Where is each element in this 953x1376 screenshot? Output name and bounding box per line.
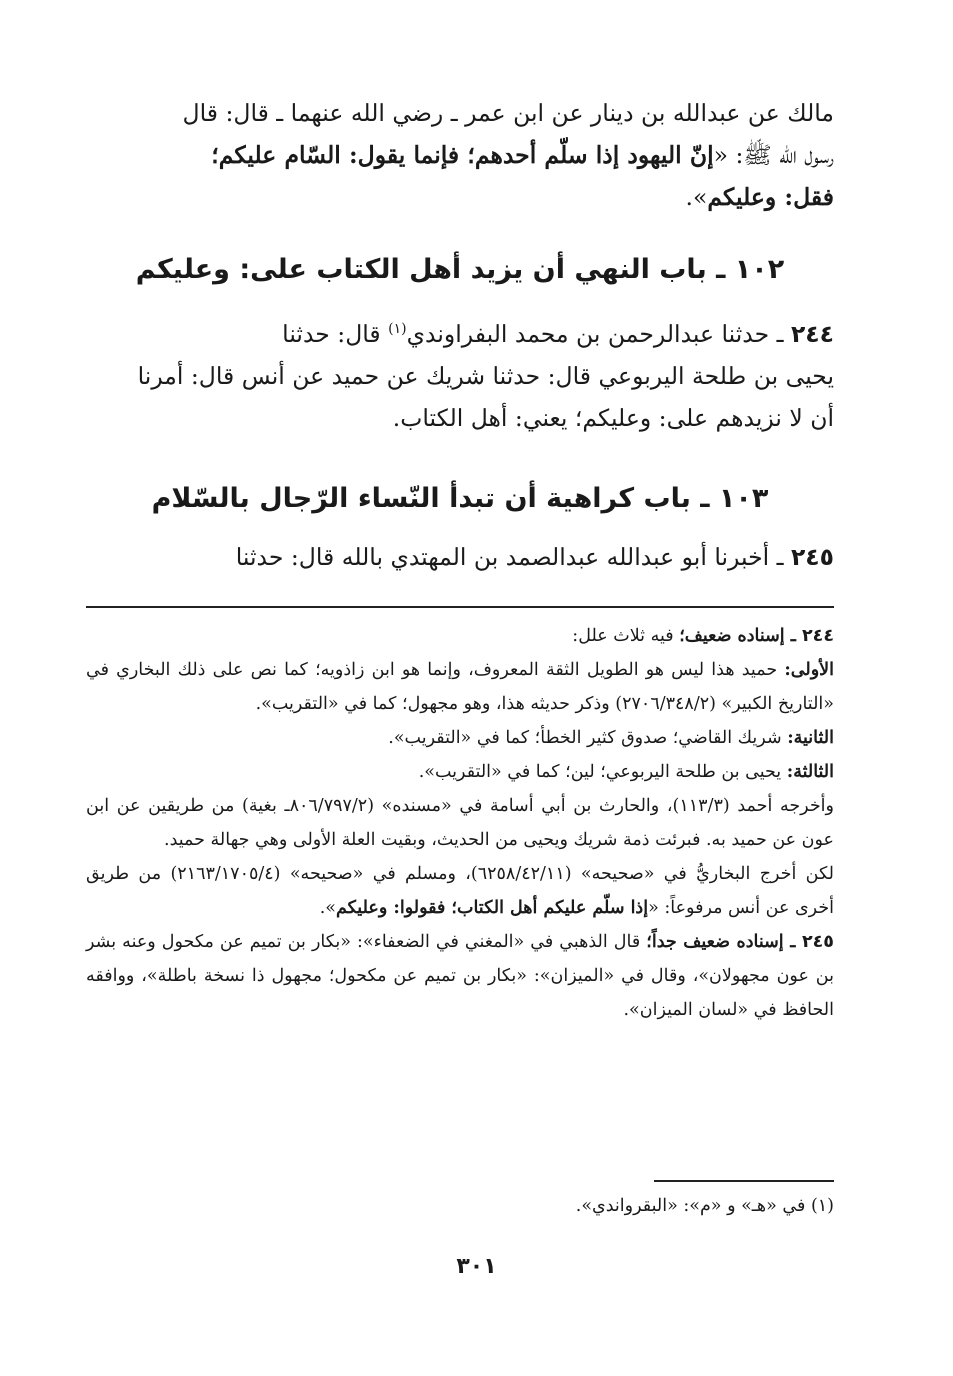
footnote-ref: (١) (388, 321, 407, 337)
page-number: ٣٠١ (456, 1254, 497, 1279)
footnote-separator (654, 1180, 834, 1182)
third-text: يحيى بن طلحة اليربوعي؛ لين؛ كما في «التقريب». (418, 762, 787, 782)
hadith-number: ٢٤٤ (790, 319, 834, 348)
top-paragraph (86, 92, 834, 218)
commentary-third-defect (86, 755, 834, 789)
hadith-number: ٢٤٥ (790, 543, 834, 571)
top-line-3 (86, 176, 834, 218)
first-label: الأولى: (784, 660, 834, 680)
commentary-244-head: ـ إسناده ضعيف؛ (679, 626, 802, 646)
section-103-heading: ١٠٣ ـ باب كراهية أن تبدأ النّساء الرّجال بالسّلام (151, 483, 769, 514)
commentary-244-intro (86, 619, 834, 653)
hadith-245-isnad: ـ أخبرنا أبو عبدالله عبدالصمد بن المهتدي بالله قال: حدثنا (235, 543, 791, 571)
top-line-2-start: رسول الله ﷺ: « (713, 141, 834, 169)
hadith-244-isnad: ـ حدثنا عبدالرحمن بن محمد البفراوندي (406, 319, 791, 348)
top-line-3-end: ». (685, 183, 708, 211)
top-line-1: مالك عن عبدالله بن دينار عن ابن عمر ـ رضي الله عنهما ـ قال: قال (182, 99, 834, 127)
hadith-244-line-1 (86, 308, 834, 355)
hadith-244 (86, 308, 834, 439)
footnote (120, 1196, 834, 1216)
top-line-2-bold: إنّ اليهود إذا سلّم أحدهم؛ فإنما يقول: السّام عليكم؛ (211, 141, 714, 169)
second-label: الثانية: (787, 728, 834, 748)
top-line-3-bold: فقل: وعليكم (707, 183, 834, 211)
first-text: حميد هذا ليس هو الطويل الثقة المعروف، وإنما هو ابن زاذويه؛ كما نص على ذلك البخاري في «التاريخ الكبير» (٢٧٠٦/٣٤٨/٢) وذكر حديثه هذا، وهو مجهول؛ كما في «التقريب». (86, 660, 834, 714)
commentary-244-rest: فيه ثلاث علل: (572, 626, 680, 646)
commentary-first-defect (86, 653, 834, 721)
footnote-marker: (١) (810, 1196, 834, 1216)
hadith-244-isnad-cont: قال: حدثنا (282, 319, 389, 348)
commentary (86, 619, 834, 1027)
second-text: شريك القاضي؛ صدوق كثير الخطأ؛ كما في «التقريب». (388, 728, 788, 748)
commentary-takhrij: وأخرجه أحمد (١١٣/٣)، والحارث بن أبي أسامة في «مسنده» (٨٠٦/٧٩٧/٢ـ بغية) من طريقين عن ابن عون عن حميد به. فبرئت ذمة شريك ويحيى من الحديث، وبقيت العلة الأولى وهي جهالة حميد. (86, 796, 834, 850)
lakin-bold: إذا سلّم عليكم أهل الكتاب؛ فقولوا: وعليكم (336, 898, 649, 918)
section-102-heading: ١٠٢ ـ باب النهي أن يزيد أهل الكتاب على: وعليكم (135, 254, 785, 285)
commentary-second-defect (86, 721, 834, 755)
footnote-text: في «هـ» و «م»: «البقرواندي». (575, 1196, 811, 1216)
lakin-end: ». (319, 898, 336, 918)
hadith-244-line-2: يحيى بن طلحة اليربوعي قال: حدثنا شريك عن حميد عن أنس قال: أمرنا (137, 361, 834, 390)
commentary-245 (86, 925, 834, 1027)
hadith-245 (86, 536, 834, 578)
commentary-number: ٢٤٥ (801, 932, 834, 952)
hadith-245-line-1 (86, 536, 834, 578)
third-label: الثالثة: (786, 762, 834, 782)
lakin-text: لكن أخرج البخاريُّ في «صحيحه» (٦٢٥٨/٤٢/١١)، ومسلم في «صحيحه» (٢١٦٣/١٧٠٥/٤) من طريق أخرى عن أنس مرفوعاً: « (86, 864, 834, 918)
commentary-lakin (86, 857, 834, 925)
hadith-244-line-3: أن لا نزيدهم على: وعليكم؛ يعني: أهل الكتاب. (392, 403, 834, 432)
top-line-2 (86, 134, 834, 176)
commentary-number: ٢٤٤ (801, 626, 834, 646)
commentary-245-head: ـ إسناده ضعيف جداً؛ (646, 932, 802, 952)
commentary-245-rest: قال الذهبي في «المغني في الضعفاء»: «بكار بن تميم عن مكحول وعنه بشر بن عون مجهولان»، وقال في «الميزان»: «بكار بن تميم عن مكحول؛ مجهول ذا نسخة باطلة»، ووافقه الحافظ في «لسان الميزان». (86, 932, 834, 1020)
commentary-separator (86, 606, 834, 608)
